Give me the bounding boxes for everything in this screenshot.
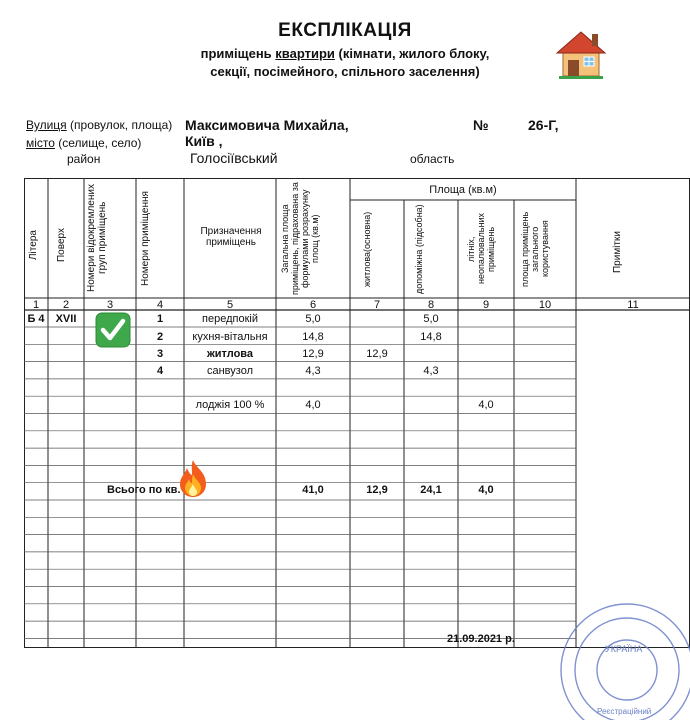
row5-summer: 4,0 [478, 399, 494, 411]
city-label: місто (селище, село) [26, 136, 142, 150]
row5-total: 4,0 [305, 399, 321, 411]
city-value: Київ , [185, 133, 223, 149]
total-label: Всього по кв. [107, 484, 181, 496]
col-number-9: 9 [482, 299, 490, 311]
row1-floor: XVII [55, 313, 77, 325]
col-header-summer: літніх, неопалювальних приміщень [466, 213, 496, 285]
row1-num: 1 [156, 313, 164, 325]
svg-text:Реєстраційний: Реєстраційний [597, 707, 652, 716]
total-summer: 4,0 [478, 484, 494, 496]
row2-aux: 14,8 [420, 331, 442, 343]
row3-num: 3 [156, 348, 164, 360]
area-group-header: Площа (кв.м) [429, 184, 497, 196]
col-number-8: 8 [427, 299, 435, 311]
row3-purpose: житлова [206, 348, 254, 360]
document-subtitle-line1: приміщень квартири (кімнати, жилого блоку, [200, 46, 490, 61]
col-header-floor: Поверх [56, 228, 67, 262]
street-value: Максимовича Михайла, [185, 117, 349, 133]
row4-total: 4,3 [305, 365, 321, 377]
row4-aux: 4,3 [423, 365, 439, 377]
col-header-living: житлова(основна) [362, 211, 372, 287]
total-living: 12,9 [366, 484, 388, 496]
row3-total: 12,9 [302, 348, 324, 360]
row1-aux: 5,0 [423, 313, 439, 325]
row1-total: 5,0 [305, 313, 321, 325]
row1-purpose: передпокій [202, 313, 258, 325]
stamp-seal [545, 600, 690, 720]
row3-living: 12,9 [366, 348, 388, 360]
row1-litera: Б 4 [27, 313, 45, 325]
row4-purpose: санвузол [206, 365, 253, 377]
col-number-5: 5 [226, 299, 234, 311]
svg-text:УКРАЇНА: УКРАЇНА [605, 644, 643, 654]
col-number-4: 4 [156, 299, 164, 311]
col-header-total-area: Загальна площа приміщень, підрахована за формулами розрахунку площ (кв.м) [280, 182, 320, 296]
col-number-1: 1 [32, 299, 40, 311]
number-label: № [473, 117, 489, 133]
col-header-common: площа приміщень загального користування [520, 211, 550, 287]
document-title: ЕКСПЛІКАЦІЯ [278, 20, 412, 41]
document-date: 21.09.2021 р. [447, 633, 515, 645]
district-value: Голосіївський [190, 150, 278, 166]
col-number-2: 2 [62, 299, 70, 311]
col-number-6: 6 [309, 299, 317, 311]
row4-num: 4 [156, 365, 164, 377]
total-area: 41,0 [302, 484, 324, 496]
col-number-3: 3 [106, 299, 114, 311]
col-header-purpose: Призначення приміщень [200, 226, 262, 248]
document-subtitle-line2: секції, посімейного, спільного заселення) [210, 64, 480, 79]
col-number-7: 7 [373, 299, 381, 311]
row2-total: 14,8 [302, 331, 324, 343]
street-label: Вулиця (провулок, площа) [26, 118, 173, 132]
col-header-room-number: Номери приміщення [140, 191, 151, 287]
house-icon [553, 26, 609, 82]
total-aux: 24,1 [420, 484, 442, 496]
row2-num: 2 [156, 331, 164, 343]
col-header-litera: Літера [28, 230, 39, 260]
number-value: 26-Г, [528, 117, 559, 133]
col-number-11: 11 [627, 299, 639, 311]
district-label: район [67, 152, 101, 166]
row5-purpose: лоджія 100 % [195, 399, 265, 411]
col-header-auxiliary: допоміжна (підсобна) [414, 204, 424, 294]
col-header-notes: Примітки [612, 231, 623, 273]
check-mark-icon [95, 312, 131, 348]
row2-purpose: кухня-вітальня [192, 331, 268, 343]
col-header-groups: Номери відокремлених груп приміщень [86, 184, 108, 292]
region-label: область [410, 152, 455, 166]
fire-icon [176, 458, 210, 498]
col-number-10: 10 [538, 299, 552, 311]
